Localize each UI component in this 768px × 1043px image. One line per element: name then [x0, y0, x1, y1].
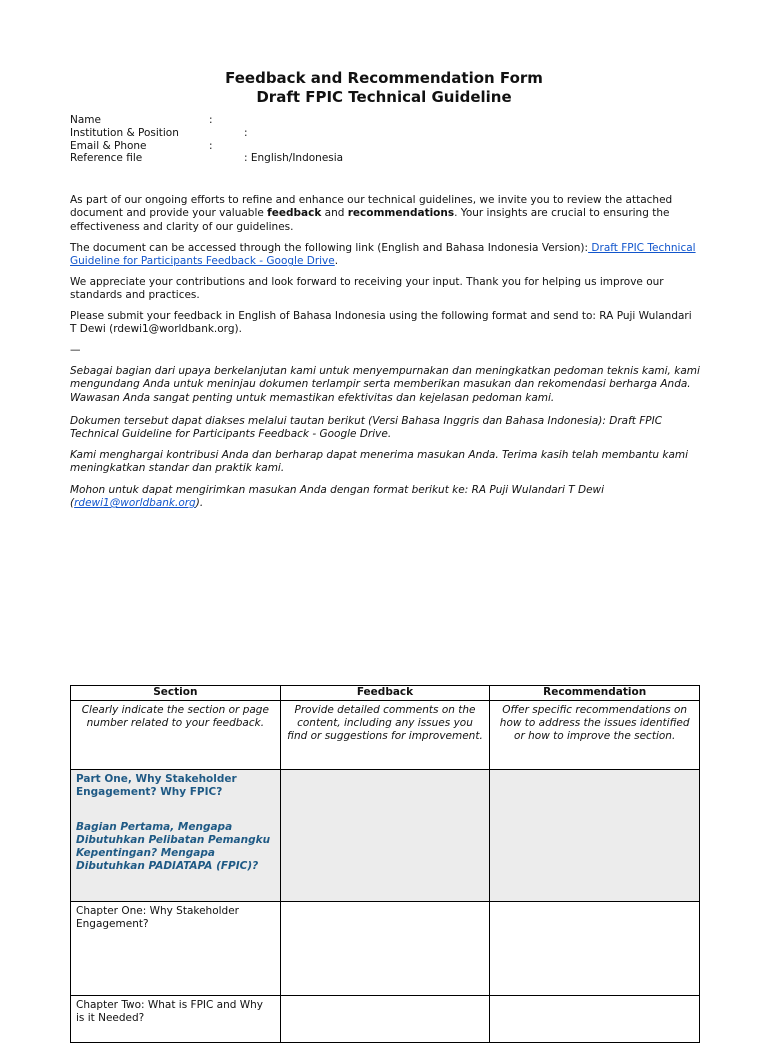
- part-one-feedback-cell[interactable]: [280, 770, 490, 902]
- access-end: .: [334, 255, 339, 268]
- submission-paragraph-id: [70, 484, 700, 511]
- part-one-row: [71, 770, 700, 902]
- access-paragraph-id: Dokumen tersebut dapat diakses melalui tautan berikut (Versi Bahasa Inggris dan Bahasa Indonesia): Draft FPIC Technical Guideline for Participants Feedback - Google Drive.: [70, 415, 663, 441]
- chapter-one-feedback-cell[interactable]: [280, 902, 490, 996]
- email-phone-field[interactable]: [70, 140, 470, 153]
- recommendation-instructions: Offer specific recommendations on how to address the issues identified or how to improve the section.: [490, 701, 700, 770]
- form-subtitle: Draft FPIC Technical Guideline: [256, 88, 512, 106]
- part-one-title-id: Bagian Pertama, Mengapa Dibutuhkan Pelibatan Pemangku Kepentingan? Mengapa Dibutuhkan PADIATAPA (FPIC)?: [76, 821, 271, 872]
- instructions-row: [71, 701, 700, 770]
- name-field[interactable]: [70, 114, 470, 127]
- email-phone-value[interactable]: :: [209, 139, 213, 152]
- chapter-two-recommendation-cell[interactable]: [490, 996, 700, 1043]
- institution-field[interactable]: [70, 127, 470, 140]
- submission-end-id: ).: [195, 497, 204, 510]
- recommendations-emphasis: recommendations: [347, 207, 455, 220]
- part-one-recommendation-cell[interactable]: [490, 770, 700, 902]
- chapter-one-label: Chapter One: Why Stakeholder Engagement?: [71, 902, 281, 996]
- chapter-one-row: [71, 902, 700, 996]
- name-label: Name: [70, 114, 101, 126]
- chapter-two-label: Chapter Two: What is FPIC and Why is it Needed?: [71, 996, 281, 1043]
- email-link[interactable]: rdewi1@worldbank.org: [74, 497, 196, 510]
- appreciation-paragraph-en: We appreciate your contributions and look forward to receiving your input. Thank you for helping us improve our standards and practices.: [70, 276, 664, 302]
- reference-file-value[interactable]: : English/Indonesia: [244, 152, 344, 165]
- submission-paragraph-en: Please submit your feedback in English of Bahasa Indonesia using the following format and send to: RA Puji Wulandari T Dewi (rdewi1@worldbank.org).: [70, 310, 692, 336]
- institution-label: Institution & Position: [70, 126, 179, 139]
- feedback-column-header: Feedback: [280, 686, 490, 701]
- reference-file-field[interactable]: [70, 152, 470, 165]
- section-instructions: Clearly indicate the section or page number related to your feedback.: [71, 701, 281, 770]
- feedback-emphasis: feedback: [267, 207, 322, 220]
- language-separator: —: [70, 344, 81, 356]
- intro-text-start: As part of our ongoing efforts to refine and enhance our technical guidelines, we invite you to review the attached document and provide your valuable: [70, 194, 673, 220]
- institution-value[interactable]: :: [244, 126, 248, 139]
- section-column-header: Section: [71, 686, 281, 701]
- intro-paragraph-id: Sebagai bagian dari upaya berkelanjutan kami untuk menyempurnakan dan meningkatkan pedoman teknis kami, kami mengundang Anda untuk meninjau dokumen terlampir serta memberikan masukan dan rekomendasi berharga Anda. Wawasan Anda sangat penting untuk memastikan efektivitas dan kejelasan pedoman kami.: [70, 365, 700, 404]
- intro-paragraph-en: [70, 194, 700, 234]
- part-one-cell: [71, 770, 281, 902]
- feedback-table: [70, 685, 700, 1043]
- access-text: The document can be accessed through the following link (English and Bahasa Indonesia Version):: [70, 242, 589, 254]
- email-phone-label: Email & Phone: [70, 139, 147, 152]
- chapter-one-recommendation-cell[interactable]: [490, 902, 700, 996]
- appreciation-paragraph-id: Kami menghargai kontribusi Anda dan berharap dapat menerima masukan Anda. Terima kasih telah membantu kami meningkatkan standar dan praktik kami.: [70, 449, 689, 475]
- recommendation-column-header: Recommendation: [490, 686, 700, 701]
- form-title: Feedback and Recommendation Form: [225, 69, 543, 87]
- name-value[interactable]: :: [209, 114, 213, 126]
- feedback-instructions: Provide detailed comments on the content, including any issues you find or suggestions for improvement.: [280, 701, 490, 770]
- chapter-two-row: [71, 996, 700, 1043]
- intro-text-end: . Your insights are crucial to ensuring the effectiveness and clarity of our guidelines.: [70, 207, 670, 233]
- submission-text-id: Mohon untuk dapat mengirimkan masukan Anda dengan format berikut ke: RA Puji Wulandari T Dewi (: [70, 484, 605, 510]
- chapter-two-feedback-cell[interactable]: [280, 996, 490, 1043]
- intro-text-and: and: [321, 207, 348, 220]
- table-header-row: [71, 686, 700, 701]
- part-one-title-en: Part One, Why Stakeholder Engagement? Why FPIC?: [76, 773, 237, 798]
- respondent-fields: [70, 114, 470, 165]
- access-paragraph-en: [70, 242, 700, 269]
- google-drive-link[interactable]: Draft FPIC Technical Guideline for Participants Feedback - Google Drive: [70, 242, 696, 268]
- reference-file-label: Reference file: [70, 152, 143, 165]
